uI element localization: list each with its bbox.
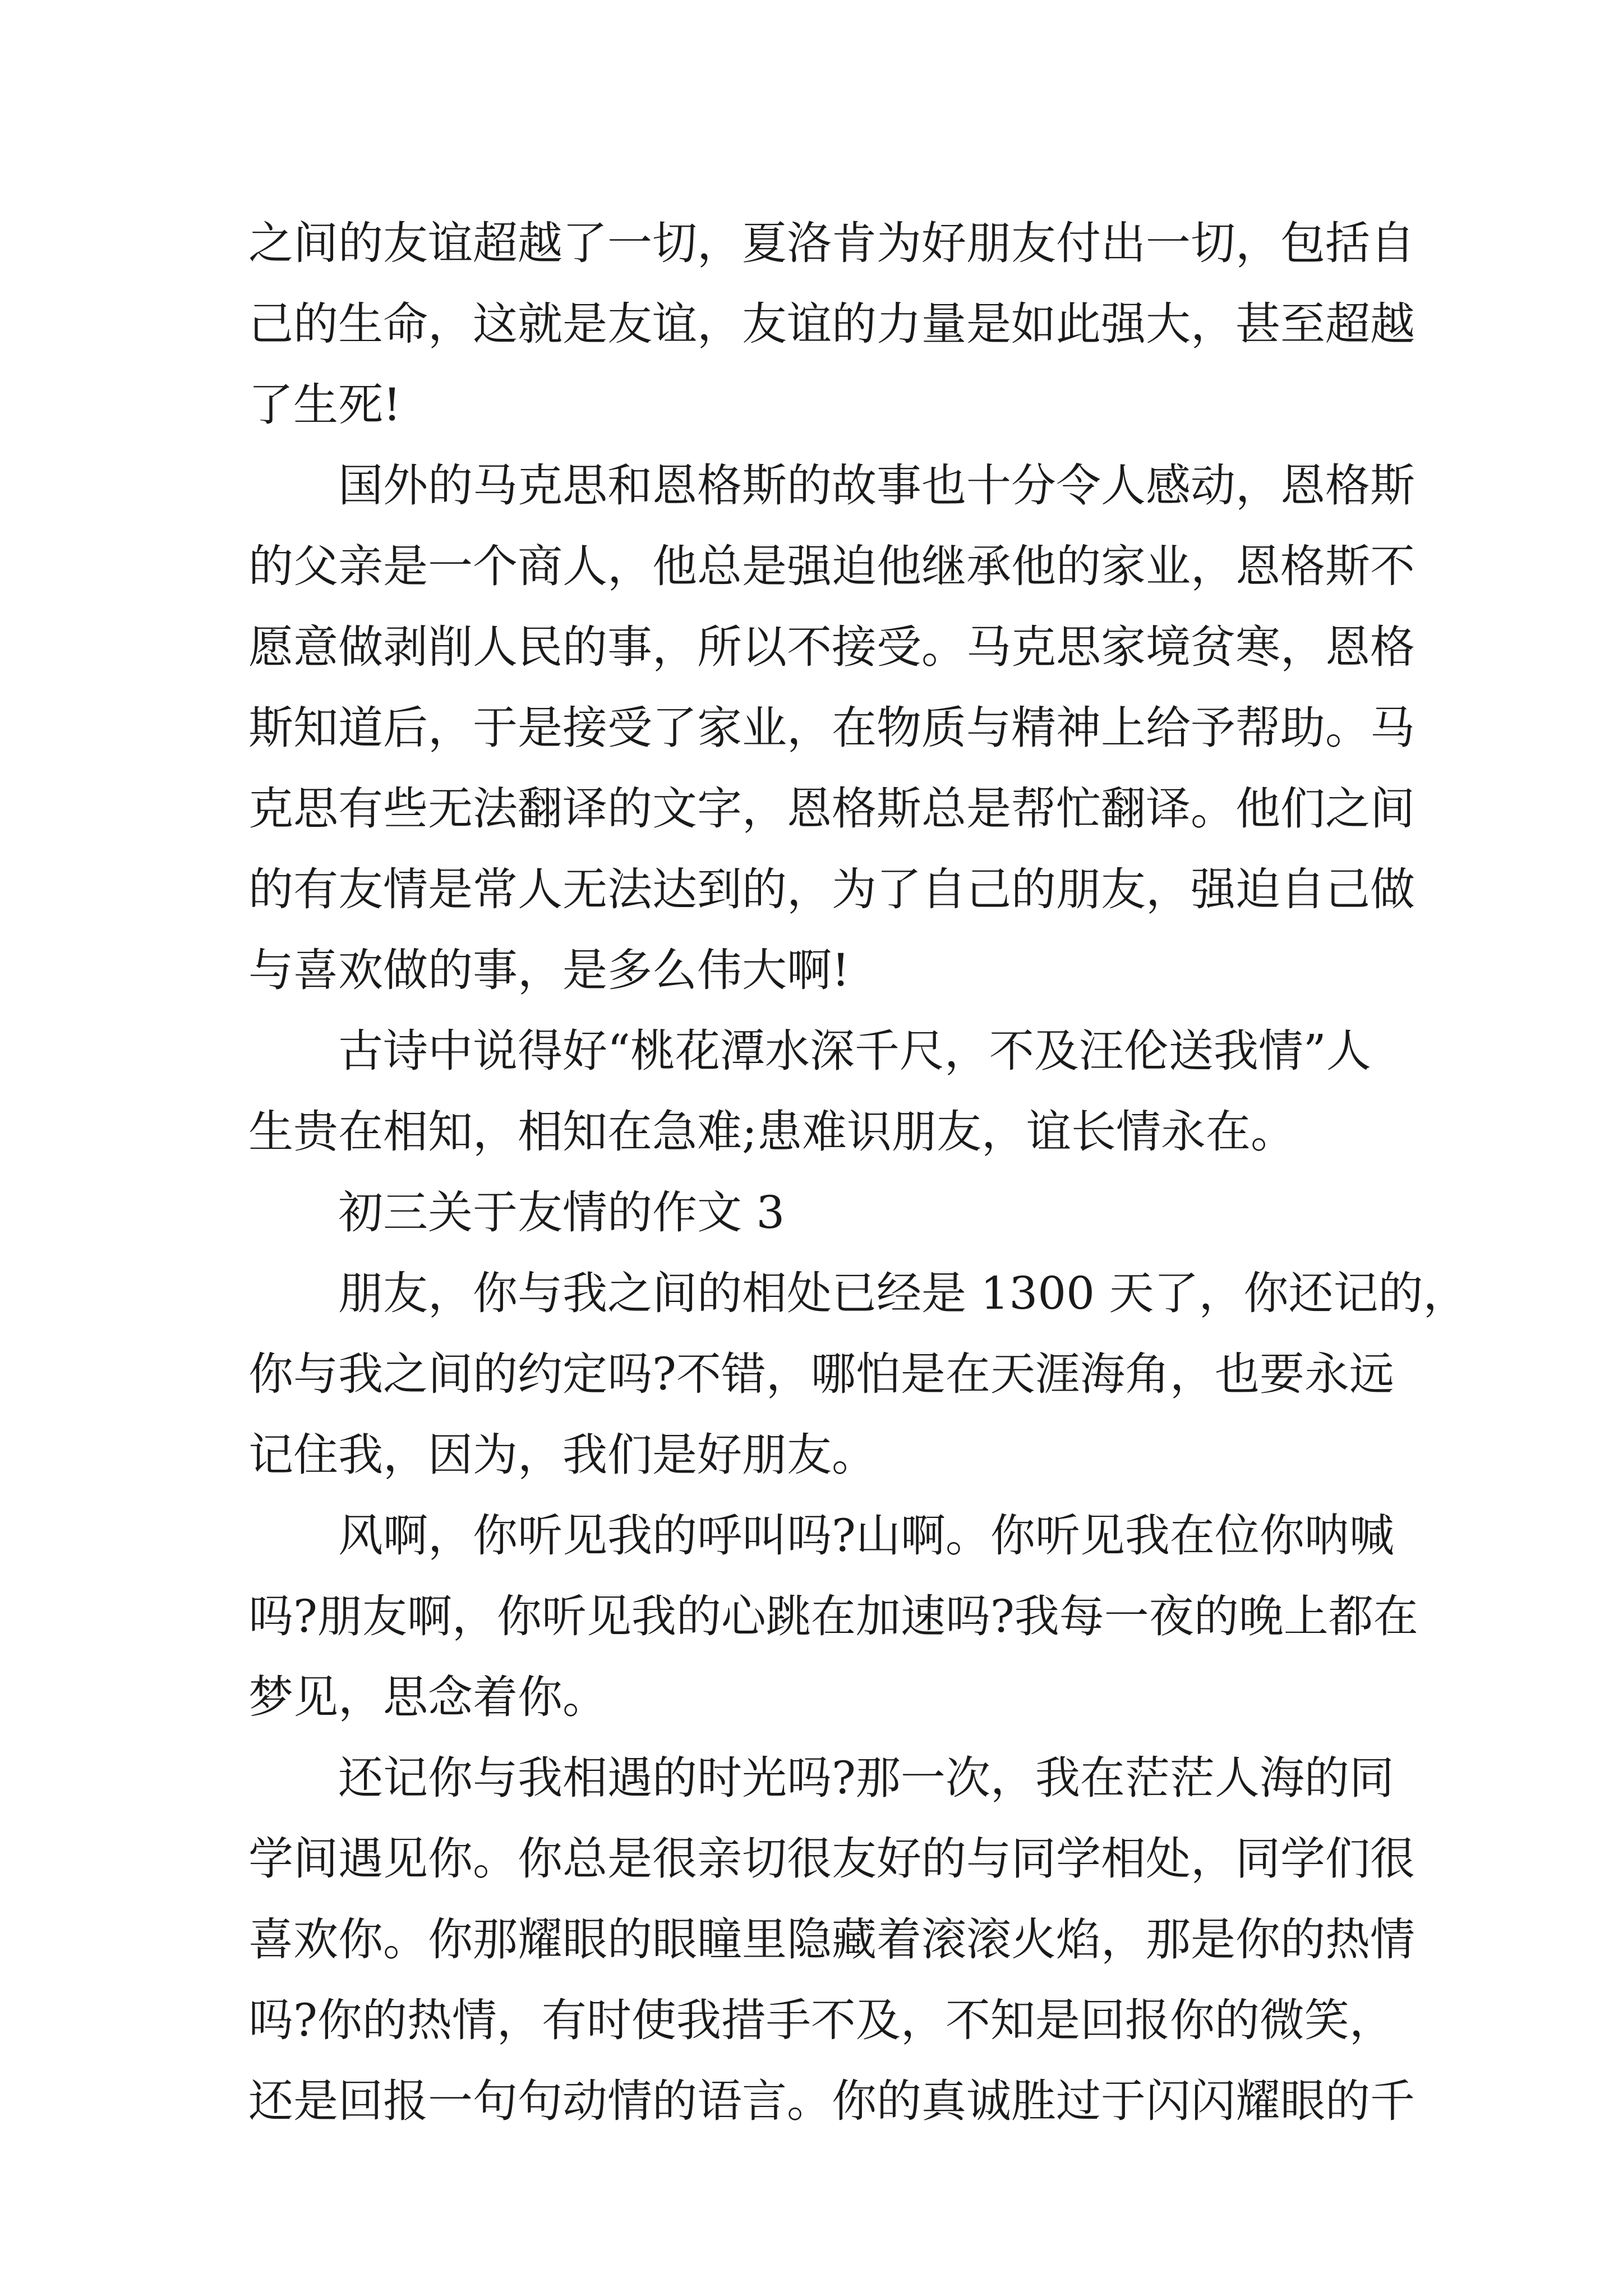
paragraph-start-line: 朋友，你与我之间的相处已经是 1300 天了，你还记的，: [338, 1267, 1468, 1319]
text-line: 学间遇见你。你总是很亲切很友好的与同学相处，同学们很: [248, 1833, 1415, 1885]
paragraph-start-line: 还记你与我相遇的时光吗?那一次，我在茫茫人海的同: [338, 1752, 1394, 1804]
paragraph-start-line: 风啊，你听见我的呼叫吗?山啊。你听见我在位你呐喊: [338, 1510, 1394, 1562]
text-line: 梦见，思念着你。: [248, 1671, 607, 1723]
text-line: 斯知道后，于是接受了家业，在物质与精神上给予帮助。马: [248, 702, 1415, 754]
text-line: 喜欢你。你那耀眼的眼瞳里隐藏着滚滚火焰，那是你的热情: [248, 1913, 1415, 1966]
paragraph-start-line: 国外的马克思和恩格斯的故事也十分令人感动，恩格斯: [338, 459, 1415, 512]
paragraph-start-line: 古诗中说得好“桃花潭水深千尺，不及汪伦送我情”人: [338, 1025, 1371, 1077]
text-line: 记住我，因为，我们是好朋友。: [248, 1429, 877, 1481]
text-line: 你与我之间的约定吗?不错，哪怕是在天涯海角，也要永远: [248, 1348, 1394, 1400]
text-line: 还是回报一句句动情的语言。你的真诚胜过于闪闪耀眼的千: [248, 2075, 1415, 2127]
text-line: 生贵在相知，相知在急难;患难识朋友，谊长情永在。: [248, 1106, 1295, 1158]
text-line: 克思有些无法翻译的文字，恩格斯总是帮忙翻译。他们之间: [248, 783, 1415, 835]
body-text: [248, 203, 1468, 2142]
text-line: 己的生命，这就是友谊，友谊的力量是如此强大，甚至超越: [248, 298, 1415, 350]
section-heading: 初三关于友情的作文 3: [338, 1186, 785, 1239]
text-line: 的有友情是常人无法达到的，为了自己的朋友，强迫自己做: [248, 863, 1415, 915]
text-line: 吗?朋友啊，你听见我的心跳在加速吗?我每一夜的晚上都在: [248, 1590, 1418, 1642]
text-line: 愿意做剥削人民的事，所以不接受。马克思家境贫寒，恩格: [248, 621, 1415, 673]
text-line: 了生死!: [248, 379, 402, 431]
text-line: 吗?你的热情，有时使我措手不及，不知是回报你的微笑，: [248, 1994, 1394, 2046]
text-line: 的父亲是一个商人，他总是强迫他继承他的家业，恩格斯不: [248, 540, 1415, 592]
text-line: 与喜欢做的事，是多么伟大啊!: [248, 944, 850, 996]
text-line: 之间的友谊超越了一切，夏洛肯为好朋友付出一切，包括自: [248, 217, 1415, 269]
